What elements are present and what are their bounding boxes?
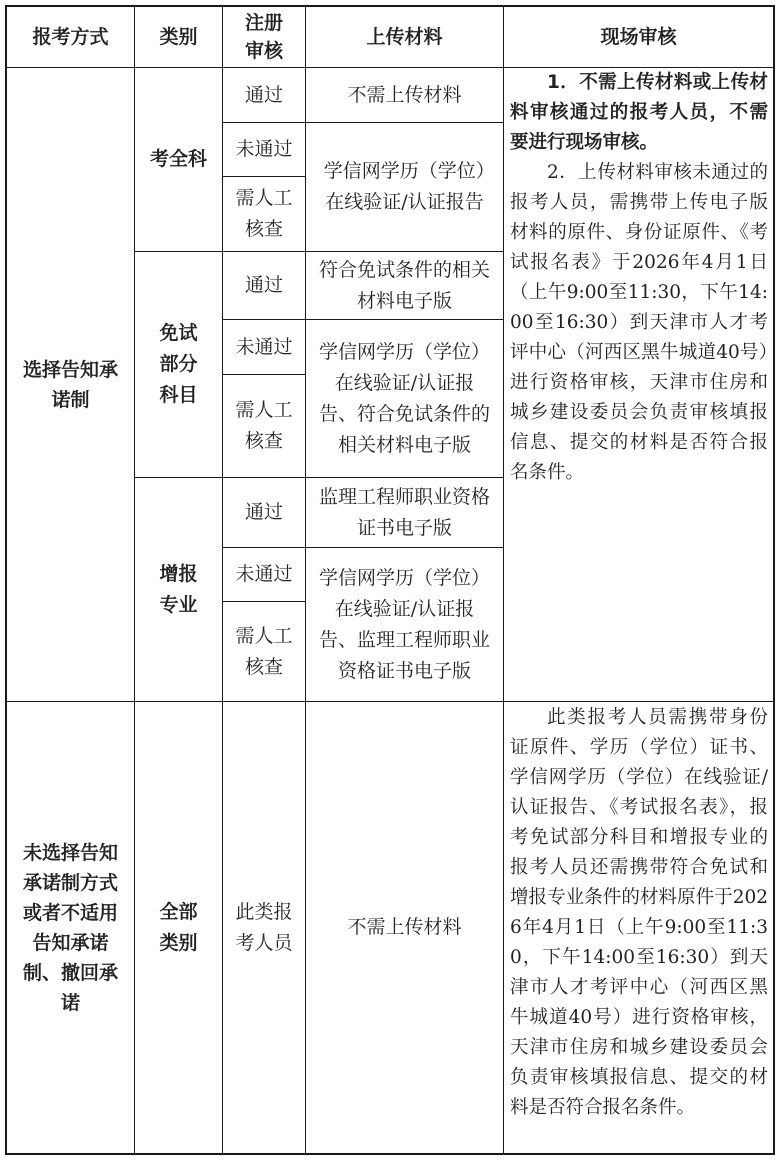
status-manual-check: 需人工核查 — [235, 624, 293, 678]
status-manual-check: 需人工核查 — [235, 399, 293, 452]
category-all: 全部类别 — [159, 900, 198, 954]
materials-xuexin-and-exemption: 学信网学历（学位）在线验证/认证报告、符合免试条件的相关材料电子版 — [318, 340, 490, 456]
method-no-commitment: 未选择告知承诺制方式或者不适用告知承诺制、撤回承诺 — [22, 841, 118, 1014]
status-fail: 未通过 — [235, 563, 293, 585]
status-pass: 通过 — [244, 83, 283, 106]
status-fail: 未通过 — [235, 138, 293, 160]
materials-supervisor-certificate: 监理工程师职业资格证书电子版 — [318, 485, 490, 539]
materials-exemption-docs: 符合免试条件的相关材料电子版 — [318, 258, 490, 312]
status-manual-check: 需人工核查 — [235, 187, 293, 240]
header-onsite-review: 现场审核 — [600, 26, 677, 48]
materials-none: 不需上传材料 — [347, 916, 462, 938]
onsite-paragraph-2: 2．上传材料审核未通过的报考人员，需携带上传电子版材料的原件、身份证原件、《考试报名表》于2026年4月1日（上午9:00至11:30，下午14:00至16:30）到天津市人才考评中心（河西区黑牛城道40号）进行资格审核，天津市住房和城乡建设委员会负责审核填报信息、提交的材料是否符合报名条件。 — [510, 162, 768, 483]
header-category: 类别 — [159, 26, 198, 48]
category-add-major: 增报专业 — [159, 562, 198, 616]
category-full-subjects: 考全科 — [149, 148, 207, 170]
materials-xuexin-and-certificate: 学信网学历（学位）在线验证/认证报告、监理工程师职业资格证书电子版 — [318, 566, 490, 682]
onsite-paragraph-1: 1．不需上传材料或上传材料审核通过的报考人员，不需要进行现场审核。 — [510, 72, 768, 153]
category-exempt-subjects: 免试部分科目 — [159, 322, 198, 406]
status-pass: 通过 — [244, 501, 283, 523]
materials-xuexin-report: 学信网学历（学位）在线验证/认证报告 — [323, 160, 486, 213]
status-fail: 未通过 — [235, 335, 293, 358]
status-this-type: 此类报考人员 — [235, 900, 293, 954]
header-registration-review: 注册审核 — [244, 12, 283, 62]
header-method: 报考方式 — [32, 26, 109, 48]
onsite-review-section2: 此类报考人员需携带身份证原件、学历（学位）证书、学信网学历（学位）在线验证/认证报告、《考试报名表》，报考免试部分科目和增报专业的报考人员还需携带符合免试和增报专业条件的材料原件于2026年4月1日（上午9:00至11:30，下午14:00至16:30）到天津市人才考评中心（河西区黑牛城道40号）进行资格审核，天津市住房和城乡建设委员会负责审核填报信息、提交的材料是否符合报名条件。 — [510, 707, 768, 1118]
header-upload-materials: 上传材料 — [366, 26, 443, 48]
status-pass: 通过 — [244, 274, 283, 296]
materials-none: 不需上传材料 — [347, 83, 462, 106]
method-commitment: 选择告知承诺制 — [22, 358, 118, 411]
